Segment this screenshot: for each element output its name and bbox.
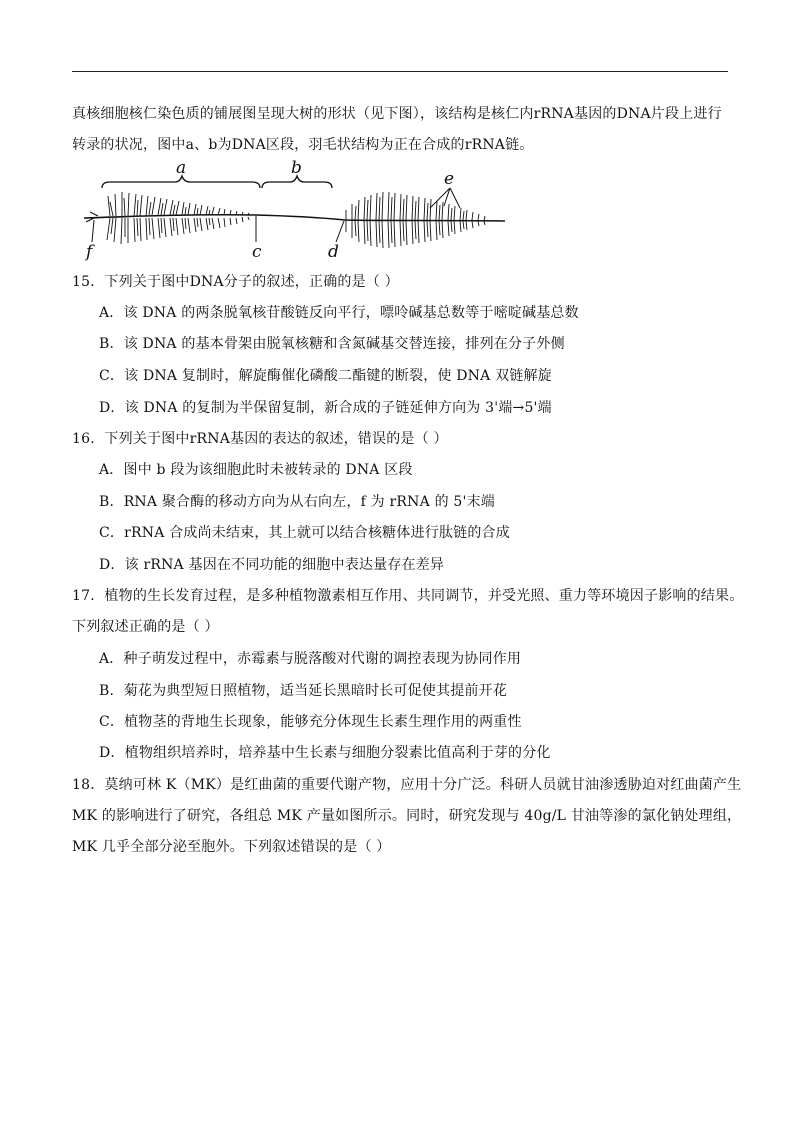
q16-option-a: A．图中 b 段为该细胞此时未被转录的 DNA 区段	[99, 462, 413, 478]
q15-stem: 15．下列关于图中DNA分子的叙述，正确的是（ ）	[72, 274, 399, 290]
label-e: e	[444, 169, 455, 189]
q17-stem-line-2: 下列叙述正确的是（ ）	[72, 619, 219, 635]
q16-stem: 16．下列关于图中rRNA基因的表达的叙述，错误的是（ ）	[72, 431, 448, 447]
q18-stem-line-3: MK 几乎全部分泌至胞外。下列叙述错误的是（ ）	[72, 839, 391, 855]
pointer-e	[430, 188, 460, 208]
q18-stem-line-1: 18．莫纳可林 K（MK）是红曲菌的重要代谢产物，应用十分广泛。科研人员就甘油渗透胁迫对红曲菌产生	[72, 777, 742, 793]
header-rule	[72, 71, 728, 72]
q17-stem-line-1: 17．植物的生长发育过程，是多种植物激素相互作用、共同调节，并受光照、重力等环境因子影响的结果。	[72, 588, 744, 604]
q16-option-b: B．RNA 聚合酶的移动方向为从右向左，f 为 rRNA 的 5'末端	[99, 494, 495, 510]
label-c: c	[252, 242, 262, 262]
q16-option-c: C．rRNA 合成尚未结束，其上就可以结合核糖体进行肽链的合成	[99, 525, 510, 541]
q17-option-a: A．种子萌发过程中，赤霉素与脱落酸对代谢的调控表现为协同作用	[99, 651, 522, 667]
q15-option-b: B．该 DNA 的基本骨架由脱氧核糖和含氮碱基交替连接，排列在分子外侧	[99, 336, 565, 352]
chromatin-spread-figure	[80, 158, 510, 264]
q18-stem-line-2: MK 的影响进行了研究，各组总 MK 产量如图所示。同时，研究发现与 40g/L 甘油等渗的氯化钠处理组，	[72, 808, 742, 824]
q17-option-d: D．植物组织培养时，培养基中生长素与细胞分裂素比值高利于芽的分化	[99, 745, 551, 761]
label-a: a	[176, 158, 187, 178]
q15-option-a: A．该 DNA 的两条脱氧核苷酸链反向平行，嘌呤碱基总数等于嘧啶碱基总数	[99, 305, 579, 321]
label-f: f	[86, 242, 93, 262]
label-b: b	[291, 158, 302, 178]
pointer-d	[336, 221, 344, 242]
q15-option-c: C．该 DNA 复制时，解旋酶催化磷酸二酯键的断裂，使 DNA 双链解旋	[99, 368, 552, 384]
q15-option-d: D．该 DNA 的复制为半保留复制，新合成的子链延伸方向为 3'端→5'端	[99, 400, 552, 416]
q17-option-c: C．植物茎的背地生长现象，能够充分体现生长素生理作用的两重性	[99, 714, 522, 730]
chromatin-diagram	[80, 158, 510, 264]
intro-line-1: 真核细胞核仁染色质的铺展图呈现大树的形状（见下图），该结构是核仁内rRNA基因的DNA片段上进行	[72, 106, 722, 122]
rrna-feather-left	[107, 192, 249, 244]
q16-option-d: D．该 rRNA 基因在不同功能的细胞中表达量存在差异	[99, 557, 445, 573]
label-d: d	[328, 242, 339, 262]
q17-option-b: B．菊花为典型短日照植物，适当延长黑暗时长可促使其提前开花	[99, 683, 508, 699]
intro-line-2: 转录的状况，图中a、b为DNA区段，羽毛状结构为正在合成的rRNA链。	[72, 137, 534, 153]
pointer-f	[92, 220, 94, 242]
